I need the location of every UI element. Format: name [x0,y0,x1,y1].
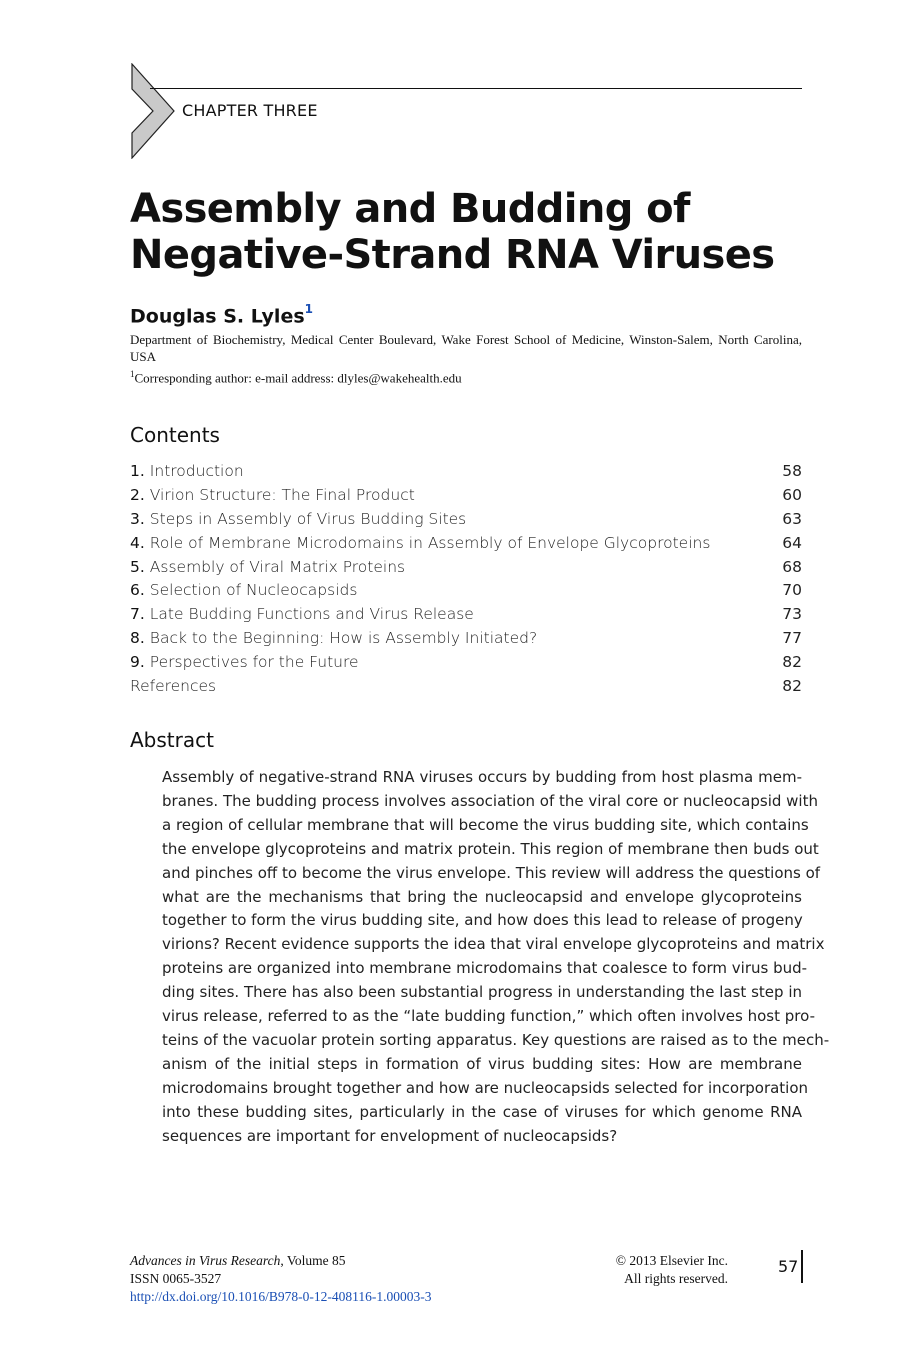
author-footnote-marker[interactable]: 1 [304,302,313,316]
chapter-chevron-icon [128,63,178,159]
abstract-line: together to form the virus budding site, and how does this lead to release of progeny [162,911,803,930]
table-of-contents [130,460,802,699]
abstract-line: anism of the initial steps in formation of virus budding sites: How are membrane [162,1054,802,1073]
abstract-line: virions? Recent evidence supports the idea that viral envelope glycoproteins and matrix [162,935,825,954]
title-line-1: Assembly and Budding of [130,186,690,232]
chapter-label: CHAPTER THREE [182,101,318,120]
toc-number: 8. [130,629,145,648]
journal-volume: , Volume 85 [280,1253,346,1268]
page-number-rule [801,1250,803,1283]
toc-page: 73 [782,605,802,624]
toc-page: 64 [782,533,802,552]
toc-title: Assembly of Viral Matrix Proteins [149,557,406,576]
abstract-line: proteins are organized into membrane microdomains that coalesce to form virus bud- [162,959,808,978]
toc-number: 7. [130,605,145,624]
chapter-title [130,186,810,278]
page-number: 57 [778,1257,799,1276]
abstract-line: sequences are important for envelopment of nucleocapsids? [162,1126,618,1145]
toc-item[interactable] [130,532,802,556]
footer-citation [130,1252,432,1306]
toc-page: 82 [782,677,802,696]
toc-page: 77 [782,629,802,648]
journal-line [130,1252,432,1270]
toc-item-references[interactable] [130,675,802,699]
toc-item[interactable] [130,651,802,675]
abstract-line: microdomains brought together and how are nucleocapsids selected for incorporation [162,1078,809,1097]
toc-number: 2. [130,485,145,504]
footer-copyright [616,1252,728,1288]
contents-heading: Contents [130,423,220,447]
issn: ISSN 0065-3527 [130,1271,222,1286]
abstract-line: teins of the vacuolar protein sorting apparatus. Key questions are raised as to the mech- [162,1030,830,1049]
toc-number: 1. [130,462,145,480]
abstract-line: a region of cellular membrane that will become the virus budding site, which contains [162,815,809,834]
toc-item[interactable] [130,627,802,651]
corresponding-author [130,366,462,386]
toc-title: Back to the Beginning: How is Assembly Initiated? [149,629,538,648]
toc-title: Late Budding Functions and Virus Release [149,605,474,624]
toc-number: 3. [130,509,145,528]
author-name-text: Douglas S. Lyles [130,305,305,328]
toc-title: Virion Structure: The Final Product [149,485,415,504]
header-rule [150,88,802,89]
abstract-line: into these budding sites, particularly in the case of viruses for which genome RNA [162,1102,802,1121]
rights: All rights reserved. [624,1271,728,1286]
toc-title: Perspectives for the Future [149,653,359,672]
toc-page: 82 [782,653,802,672]
toc-number: 4. [130,533,145,552]
toc-page: 63 [782,509,802,528]
toc-item[interactable] [130,556,802,580]
abstract-line: and pinches off to become the virus envelope. This review will address the questions of [162,863,821,882]
toc-number: 9. [130,653,145,672]
abstract-line: Assembly of negative-strand RNA viruses occurs by budding from host plasma mem- [162,768,802,786]
toc-item[interactable] [130,460,802,484]
journal-name: Advances in Virus Research [130,1253,281,1268]
toc-page: 70 [782,581,802,600]
toc-page: 58 [782,462,802,480]
toc-title: Steps in Assembly of Virus Budding Sites [149,509,467,528]
toc-page: 60 [782,485,802,504]
abstract-line: branes. The budding process involves association of the viral core or nucleocapsid with [162,791,818,810]
toc-number: 6. [130,581,145,600]
toc-item[interactable] [130,508,802,532]
author-affiliation: Department of Biochemistry, Medical Center Boulevard, Wake Forest School of Medicine, Winston-Salem, North Carolina, USA [130,332,802,364]
author-name [130,304,313,327]
toc-item[interactable] [130,579,802,603]
abstract-line: what are the mechanisms that bring the nucleocapsid and envelope glycoproteins [162,887,802,906]
toc-page: 68 [782,557,802,576]
toc-title: References [130,677,217,696]
doi-link[interactable]: http://dx.doi.org/10.1016/B978-0-12-408116-1.00003-3 [130,1289,432,1304]
toc-item[interactable] [130,603,802,627]
title-line-2: Negative-Strand RNA Viruses [130,232,775,278]
abstract-line: ding sites. There has also been substantial progress in understanding the last step in [162,983,802,1002]
copyright: © 2013 Elsevier Inc. [615,1253,728,1268]
corresponding-text: Corresponding author: e-mail address: dlyles@wakehealth.edu [134,370,462,386]
abstract-line: virus release, referred to as the “late budding function,” which often involves host pro- [162,1007,815,1026]
toc-item[interactable] [130,484,802,508]
abstract-text [162,766,830,1149]
corresponding-marker: 1 [130,369,135,379]
abstract-line: the envelope glycoproteins and matrix protein. This region of membrane then buds out [162,839,819,858]
toc-number: 5. [130,557,145,576]
abstract-heading: Abstract [130,728,214,752]
toc-title: Role of Membrane Microdomains in Assembly of Envelope Glycoproteins [149,533,711,552]
toc-title: Selection of Nucleocapsids [149,581,358,600]
toc-title: Introduction [149,462,244,480]
